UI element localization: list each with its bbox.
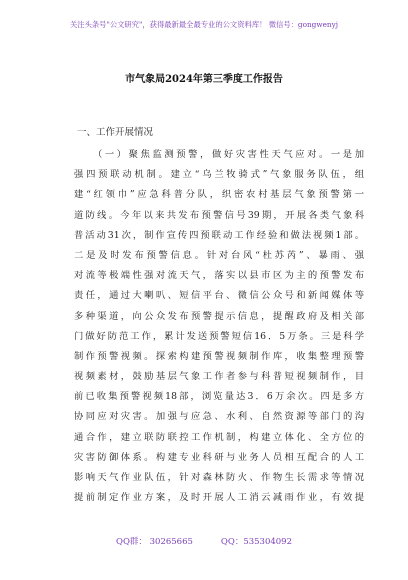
body-line: 二是及时发布预警信息。针对台风“杜苏芮”、暴雨、强 <box>74 249 364 261</box>
body-line: 影响天气作业队伍，针对森林防火、作物生长需求等情况 <box>74 472 364 483</box>
body-line: 责任，通过大喇叭、短信平台、微信公众号和新闻媒体等 <box>74 290 364 302</box>
body-line: 门做好防范工作，累计发送预警短信16．5万条。三是科学 <box>74 330 364 342</box>
body-line: 普活动31次，制作宣传四预联动工作经验和做法视频1部。 <box>74 229 364 241</box>
body-line: 前已收集预警视频18部，浏览量达3．6万余次。四是多方 <box>74 391 364 403</box>
body-line: 建“红领巾”应急科普分队，织密农村基层气象预警第一 <box>74 189 364 201</box>
body-line: 提前制定作业方案，及时开展人工消云减雨作业，有效提 <box>74 492 364 504</box>
body-line: 对流等极端性强对流天气，落实以县市区为主的预警发布 <box>74 270 364 282</box>
footer-qq-number: QQ：535304092 <box>220 537 292 547</box>
body-text <box>74 145 364 508</box>
body-line: 多种渠道，向公众发布预警提示信息，提醒政府及相关部 <box>74 310 364 322</box>
section-heading: 一、工作开展情况 <box>77 127 154 138</box>
footer-qq-group: QQ群： 30265665 <box>115 537 193 547</box>
body-line: 强四预联动机制。建立“乌兰牧骑式”气象服务队伍，组 <box>74 169 364 181</box>
body-line: （一）聚焦监测预警，做好灾害性天气应对。一是加 <box>93 149 364 160</box>
header-banner: 关注头条号"公文研究"，获得最新最全最专业的公文资料库！ 微信号：gongwenyj <box>69 20 339 29</box>
body-line: 视频素材，鼓励基层气象工作者参与科普短视频制作，目 <box>74 371 364 383</box>
footer-banner <box>0 535 408 547</box>
body-line: 制作预警视频。探索构建预警视频制作库，收集整理预警 <box>74 350 364 362</box>
body-line: 通合作，建立联防联控工作机制，构建立体化、全方位的 <box>74 431 364 443</box>
document-title: 市气象局2024年第三季度工作报告 <box>125 74 283 85</box>
body-line: 协同应对灾害。加强与应急、水利、自然资源等部门的沟 <box>74 411 364 423</box>
body-line: 道防线。今年以来共发布预警信号39期，开展各类气象科 <box>74 209 364 221</box>
body-line: 灾害防御体系。构建专业科研与业务人员相互配合的人工 <box>74 451 364 463</box>
